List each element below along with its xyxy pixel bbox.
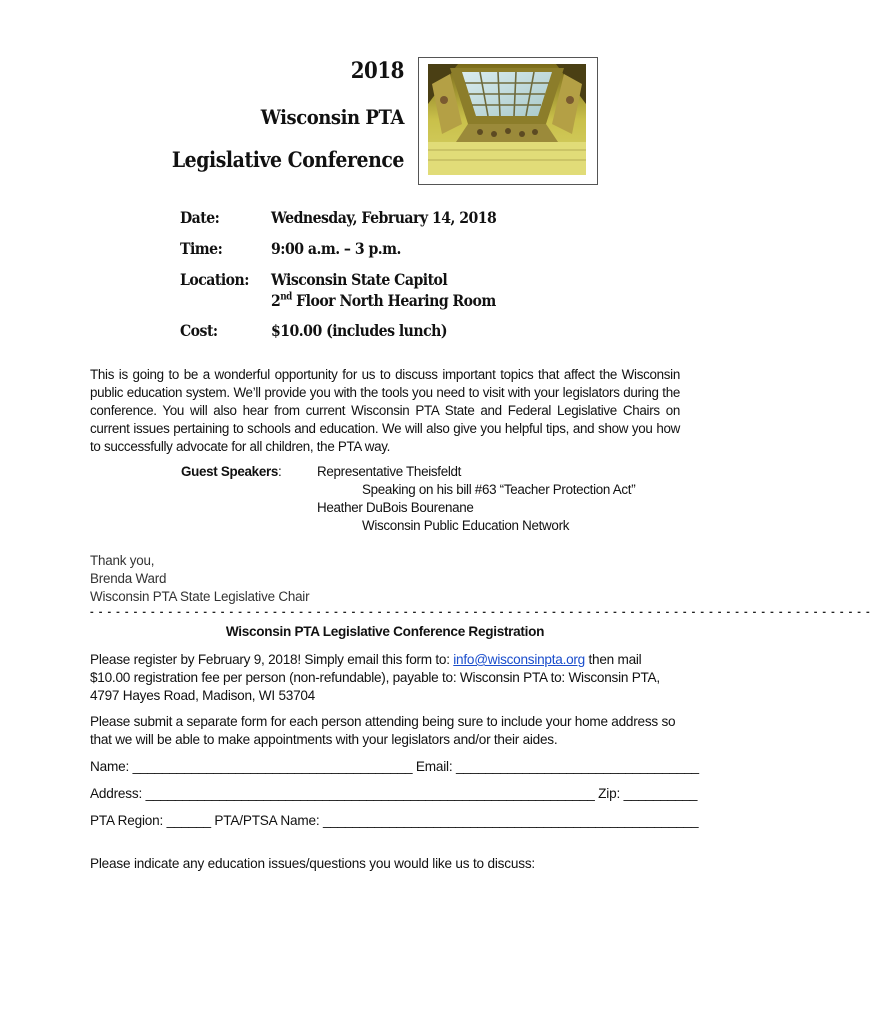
location-label: Location: bbox=[180, 270, 249, 289]
issues-prompt: Please indicate any education issues/questions you would like us to discuss: bbox=[90, 856, 535, 871]
capitol-ceiling-photo bbox=[428, 64, 586, 175]
email-link[interactable]: info@wisconsinpta.org bbox=[453, 652, 585, 667]
floor-number: 2 bbox=[271, 291, 281, 310]
cost-value: $10.00 (includes lunch) bbox=[271, 321, 447, 340]
guest-speakers-label bbox=[181, 464, 281, 479]
header-year: 2018 bbox=[350, 58, 404, 84]
guest-speakers-colon: : bbox=[278, 464, 282, 479]
speaker-2-detail: Wisconsin Public Education Network bbox=[362, 518, 570, 533]
header-org: Wisconsin PTA bbox=[260, 105, 404, 129]
region-pta-field-line: PTA Region: ______ PTA/PTSA Name: ___________________________________________________ bbox=[90, 813, 699, 828]
speaker-1-name: Representative Theisfeldt bbox=[317, 464, 462, 479]
speaker-2-name: Heather DuBois Bourenane bbox=[317, 500, 474, 515]
name-email-field-line: Name: ______________________________________ Email: _________________________________ bbox=[90, 759, 699, 774]
speaker-1-detail: Speaking on his bill #63 “Teacher Protection Act” bbox=[362, 482, 636, 497]
signoff-role: Wisconsin PTA State Legislative Chair bbox=[90, 589, 310, 604]
registration-title: Wisconsin PTA Legislative Conference Registration bbox=[225, 624, 545, 639]
registration-text-before: Please register by February 9, 2018! Simply email this form to: bbox=[90, 652, 454, 667]
location-value: Wisconsin State Capitol bbox=[271, 270, 448, 289]
signoff-name: Brenda Ward bbox=[90, 571, 167, 586]
registration-instructions bbox=[90, 651, 682, 705]
time-label: Time: bbox=[180, 239, 223, 258]
date-label: Date: bbox=[180, 208, 220, 227]
signoff-thanks: Thank you, bbox=[90, 553, 155, 568]
address-zip-field-line: Address: _____________________________________________________________ Zip: __________ bbox=[90, 786, 698, 801]
date-value: Wednesday, February 14, 2018 bbox=[271, 208, 497, 227]
submit-instructions: Please submit a separate form for each person attending being sure to include your home address so that we will be able to make appointments with your legislators and/or their aides. bbox=[90, 714, 676, 747]
time-value: 9:00 a.m. – 3 p.m. bbox=[271, 239, 401, 258]
cost-label: Cost: bbox=[180, 321, 218, 340]
header-event: Legislative Conference bbox=[171, 147, 404, 172]
intro-paragraph: This is going to be a wonderful opportunity for us to discuss important topics that affect the Wisconsin public education system. We’ll provide you with the tools you need to visit with your legislators during the conference. You will also hear from current Wisconsin PTA State and Federal Legislative Chairs on current issues pertaining to schools and education. We will also give you helpful tips, and show you how to successfully advocate for all children, the PTA way. bbox=[90, 367, 680, 454]
registration-text-after: then mail $10.00 registration fee per person (non-refundable), payable to: Wisconsin PTA to: Wisconsin PTA, 4797 Hayes Road, Madison, WI 53704 bbox=[90, 652, 660, 703]
floor-room: Floor North Hearing Room bbox=[291, 291, 496, 310]
floor-suffix: nd bbox=[280, 291, 292, 303]
guest-speakers-text: Guest Speakers bbox=[181, 464, 279, 479]
cut-divider: - - - - - - - - - - - - - - - - - - - - - - - - - - - - - - - - - - - - - - - - - - - - - - - - - - - - - - - - - - - - - - - - - - - - - - - - - - - - - - - - - - - - - - - - - - bbox=[90, 606, 871, 618]
location-room bbox=[271, 291, 496, 310]
